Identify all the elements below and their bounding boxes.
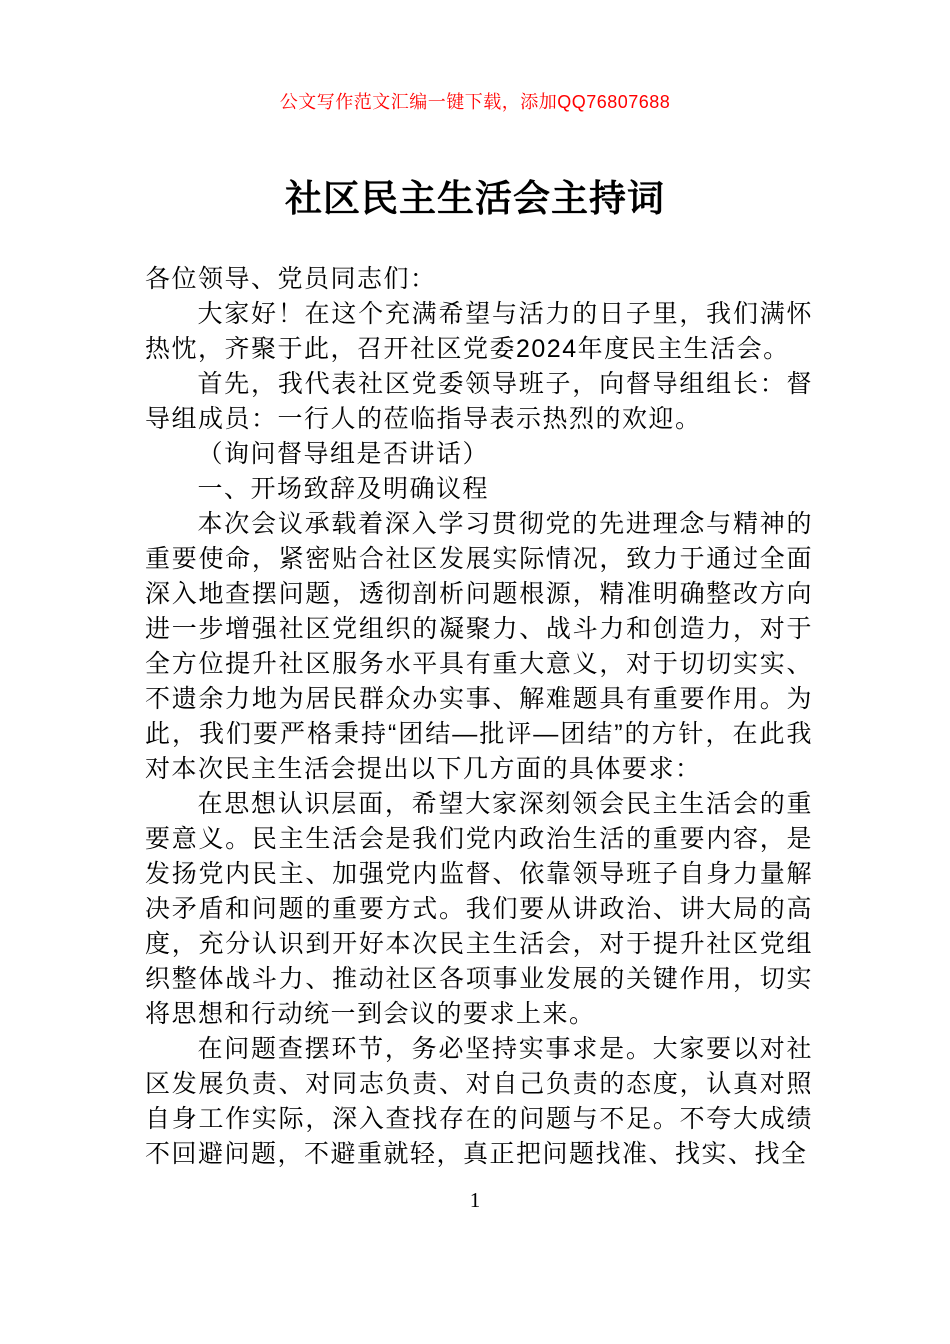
paragraph: 各位领导、党员同志们： <box>145 265 437 293</box>
page-number: 1 <box>469 1188 481 1212</box>
paragraph: 大家好！在这个充满希望与活力的日子里，我们满怀热忱，齐聚于此，召开社区党委2024年度民主生活会。 <box>145 300 813 363</box>
document-body <box>145 262 813 1172</box>
paragraph: 一、开场致辞及明确议程 <box>197 475 490 503</box>
paragraph: 在思想认识层面，希望大家深刻领会民主生活会的重要意义。民主生活会是我们党内政治生活的重要内容，是发扬党内民主、加强党内监督、依靠领导班子自身力量解决矛盾和问题的重要方式。我们要从讲政治、讲大局的高度，充分认识到开好本次民主生活会，对于提升社区党组织整体战斗力、推动社区各项事业发展的关键作用，切实将思想和行动统一到会议的要求上来。 <box>145 790 813 1028</box>
paragraph: 本次会议承载着深入学习贯彻党的先进理念与精神的重要使命，紧密贴合社区发展实际情况，致力于通过全面深入地查摆问题，透彻剖析问题根源，精准明确整改方向进一步增强社区党组织的凝聚力、战斗力和创造力，对于全方位提升社区服务水平具有重大意义，对于切切实实、不遗余力地为居民群众办实事、解难题具有重要作用。为此，我们要严格秉持“团结—批评—团结”的方针，在此我对本次民主生活会提出以下几方面的具体要求： <box>145 510 813 783</box>
paragraph: （询问督导组是否讲话） <box>197 440 490 468</box>
paragraph: 首先，我代表社区党委领导班子，向督导组组长：督导组成员：一行人的莅临指导表示热烈的欢迎。 <box>145 370 813 433</box>
promo-banner-text: 公文写作范文汇编一键下载，添加QQ76807688 <box>279 92 671 112</box>
paragraph: 在问题查摆环节，务必坚持实事求是。大家要以对社区发展负责、对同志负责、对自己负责的态度，认真对照自身工作实际，深入查找存在的问题与不足。不夸大成绩不回避问题，不避重就轻，真正把问题找准、找实、找全 <box>145 1035 813 1168</box>
document-title: 社区民主生活会主持词 <box>285 178 665 219</box>
